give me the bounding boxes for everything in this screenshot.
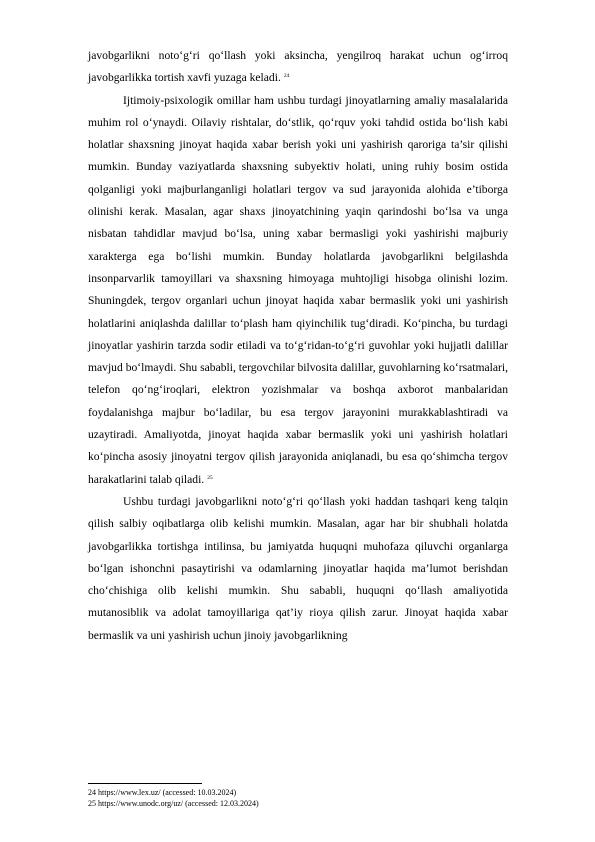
- footnote-ref-25[interactable]: 25: [207, 474, 213, 481]
- paragraph-text: javobgarlikni noto‘g‘ri qo‘llash yoki aksincha, yengilroq harakat uchun og‘irroq javobgarlikka tortish xavfi yuzaga keladi.: [88, 49, 508, 85]
- paragraph-text: Ushbu turdagi javobgarlikni noto‘g‘ri qo‘llash yoki haddan tashqari keng talqin qilish salbiy oqibatlarga olib kelishi mumkin. Masalan, agar har bir shubhali holatda javobgarlikka tortishga intilinsa, bu jamiyatda huquqni muhofaza qiluvchi organlarga bo‘lgan ishonchni pasaytirishi va odamlarning jinoyatlar haqida ma’lumot berishdan cho‘chishiga olib kelishi mumkin. Shu sababli, huquqni qo‘llash amaliyotida mutanosiblik va adolat tamoyillariga qat’iy rioya qilish zarur. Jinoyat haqida xabar bermaslik va uni yashirish uchun jinoiy javobgarlikning: [88, 494, 508, 642]
- paragraph-social-factors: [88, 90, 508, 491]
- footnotes: [88, 787, 508, 809]
- document-body: [88, 45, 508, 647]
- footnote-ref-24[interactable]: 24: [283, 73, 290, 80]
- paragraph-misapplication: [88, 491, 508, 647]
- footnote-24: 24 https://www.lex.uz/ (accessed: 10.03.2024): [88, 788, 237, 797]
- footnote-separator: [88, 783, 202, 784]
- paragraph-continuation: [88, 45, 508, 90]
- footnote-25: 25 https://www.unodc.org/uz/ (accessed: 12.03.2024): [88, 799, 259, 808]
- paragraph-text: Ijtimoiy-psixologik omillar ham ushbu turdagi jinoyatlarning amaliy masalalarida muhim rol o‘ynaydi. Oilaviy rishtalar, do‘stlik, qo‘rquv yoki tahdid ostida bo‘lish kabi holatlar shaxsning jinoyat haqida xabar berish yoki uni yashirish qaroriga ta’sir qilishi mumkin. Bunday vaziyatlarda shaxsning subyektiv holati, uning ruhiy bosim ostida qolganligi yoki majburlanganligi holatlari tergov va sud jarayonida alohida e’tiborga olinishi kerak. Masalan, agar shaxs jinoyatchining yaqin qarindoshi bo‘lsa va unga nisbatan tahdidlar mavjud bo‘lsa, uning xabar bermasligi yoki yashirishi majburiy xarakterga ega bo‘lishi mumkin. Bunday holatlarda javobgarlikni belgilashda insonparvarlik tamoyillari va shaxsning himoyaga muhtojligi hisobga olinishi lozim. Shuningdek, tergov organlari uchun jinoyat haqida xabar bermaslik yoki uni yashirish holatlarini aniqlashda dalillar to‘plash ham qiyinchilik tug‘diradi. Ko‘pincha, bu turdagi jinoyatlar yashirin tarzda sodir etiladi va to‘g‘ridan-to‘g‘ri guvohlar yoki hujjatli dalillar mavjud bo‘lmaydi. Shu sababli, tergovchilar bilvosita dalillar, guvohlarning ko‘rsatmalari, telefon qo‘ng‘iroqlari, elektron yozishmalar va boshqa axborot manbalaridan foydalanishga majbur bo‘ladilar, bu esa tergov jarayonini murakkablashtiradi va uzaytiradi. Amaliyotda, jinoyat haqida xabar bermaslik yoki uni yashirish holatlari ko‘pincha asosiy jinoyatni tergov qilish jarayonida aniqlanadi, bu esa qo‘shimcha tergov harakatlarini talab qiladi.: [88, 93, 508, 486]
